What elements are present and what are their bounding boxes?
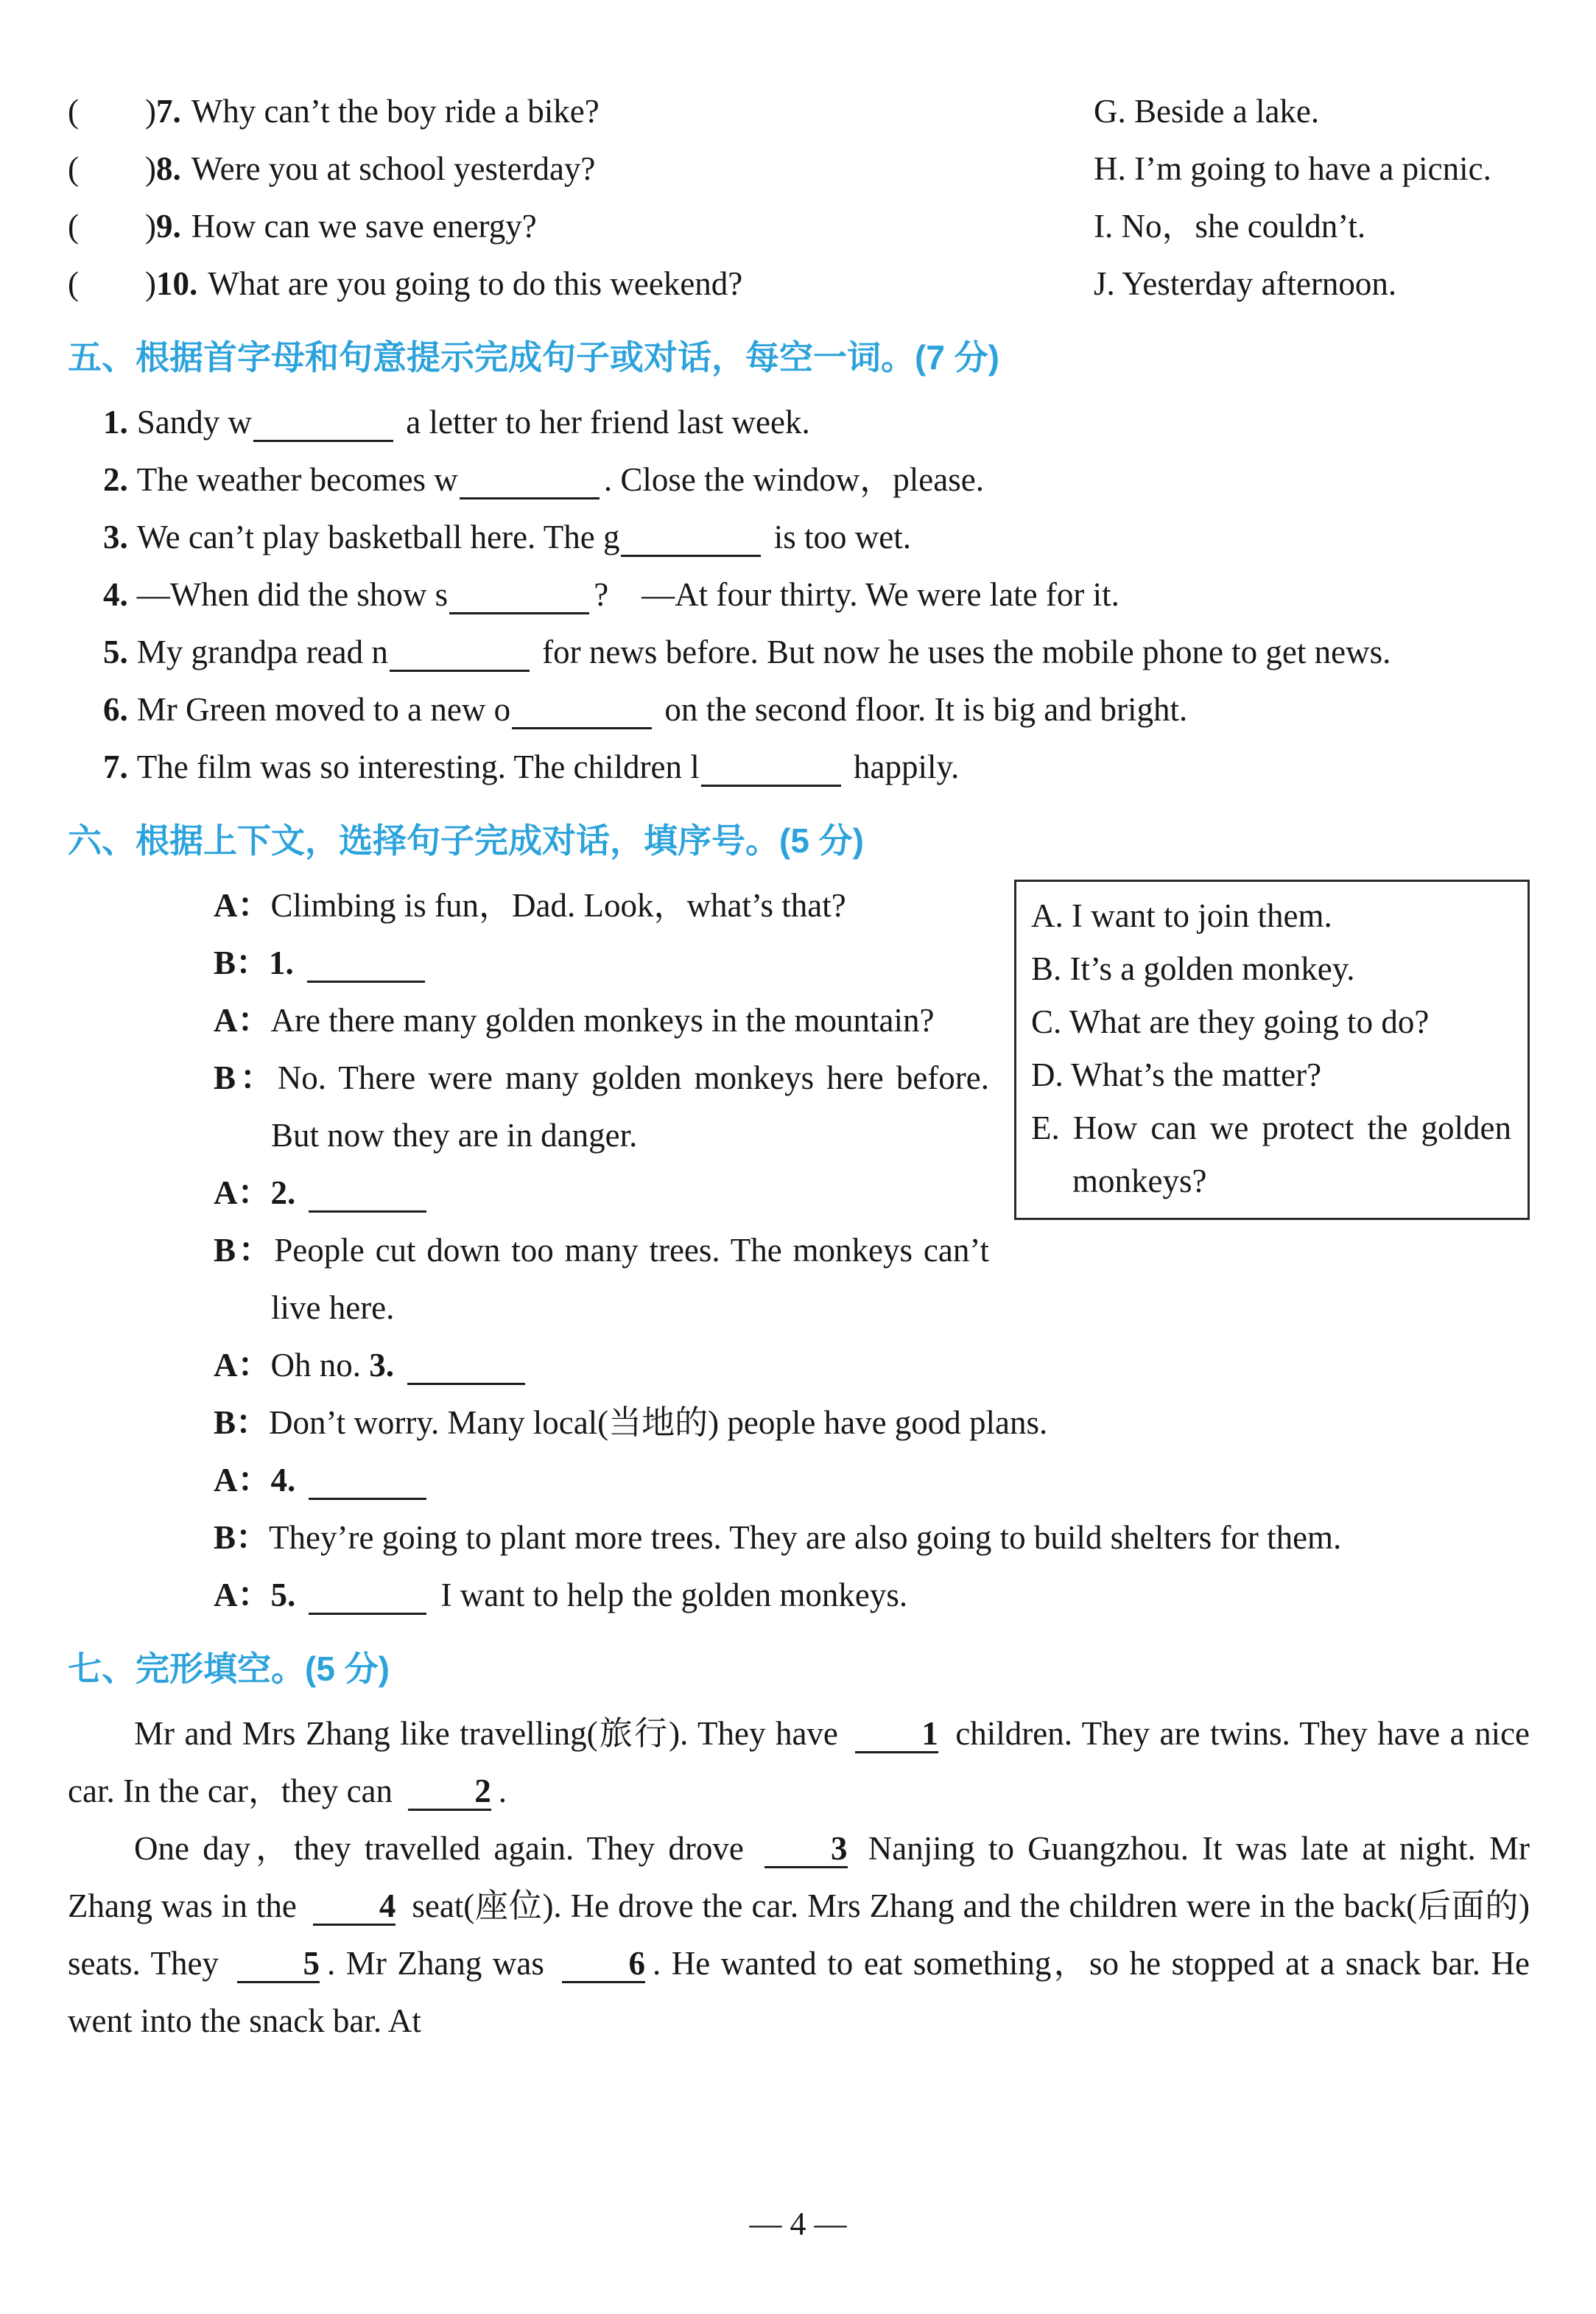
speaker-label: A： <box>214 1174 271 1211</box>
section6-dialogue <box>68 877 1530 1624</box>
question-text: How can we save energy? <box>191 208 537 245</box>
question-number: 8. <box>155 150 181 187</box>
dialogue-text: They’re going to plant more trees. They are also going to build shelters for them. <box>269 1519 1342 1556</box>
item-text-post: on the second floor. It is big and bright. <box>656 691 1188 728</box>
item-number: 2. <box>103 461 128 498</box>
answer-paren: ( ) <box>68 208 156 245</box>
item-text-post: is too wet. <box>765 519 911 555</box>
blank-number: 2. <box>270 1174 296 1211</box>
cloze-blank <box>764 1830 848 1868</box>
blank-number: 5 <box>303 1945 320 1982</box>
speaker-label: B： <box>214 1404 270 1441</box>
question-text: Were you at school yesterday? <box>191 150 596 187</box>
item-text-pre: —When did the show s <box>136 576 449 613</box>
matching-item <box>68 140 1530 197</box>
answer-blank <box>701 747 841 787</box>
item-text-pre: My grandpa read n <box>136 634 388 670</box>
answer-blank <box>309 1575 426 1615</box>
cloze-text: One day，they travelled again. They drove <box>134 1830 744 1867</box>
item-number: 6. <box>103 691 128 728</box>
option-item: B. It’s a golden monkey. <box>1031 950 1355 987</box>
blank-number: 4 <box>379 1887 396 1924</box>
matching-answer: G. Beside a lake. <box>1094 93 1320 130</box>
matching-answer: H. I’m going to have a picnic. <box>1094 150 1491 187</box>
matching-section <box>68 83 1530 312</box>
matching-answer: J. Yesterday afternoon. <box>1094 265 1397 302</box>
dialogue-text: Oh no. <box>270 1347 370 1384</box>
section5-fill-in <box>68 393 1530 796</box>
answer-blank <box>309 1173 426 1213</box>
item-text-pre: The weather becomes w <box>136 461 458 498</box>
answer-blank <box>449 575 589 614</box>
item-number: 4. <box>103 576 128 613</box>
dialogue-text: Climbing is fun，Dad. Look，what’s that? <box>270 887 846 924</box>
dialogue-text: I want to help the golden monkeys. <box>440 1577 908 1613</box>
dialogue-line <box>68 1221 1530 1336</box>
speaker-label: A： <box>214 887 271 924</box>
item-text-post: for news before. But now he uses the mobile phone to get news. <box>533 634 1391 670</box>
answer-blank <box>253 402 393 442</box>
answer-blank <box>407 1345 525 1385</box>
option-item: E. How can we protect the golden monkeys? <box>1031 1109 1511 1199</box>
blank-number: 3. <box>369 1347 394 1384</box>
answer-blank <box>621 517 761 557</box>
blank-number: 1. <box>269 944 294 981</box>
question-text: What are you going to do this weekend? <box>208 265 743 302</box>
fill-item <box>68 451 1530 508</box>
item-text-pre: Sandy w <box>136 404 252 441</box>
answer-blank <box>307 943 425 983</box>
item-text-post: . Close the window，please. <box>603 461 984 498</box>
cloze-text: Mr and Mrs Zhang like travelling(旅行). They have <box>134 1715 838 1752</box>
options-box <box>1014 880 1530 1220</box>
fill-item <box>68 566 1530 623</box>
cloze-blank <box>562 1945 645 1983</box>
blank-number: 5. <box>270 1577 296 1613</box>
item-text-pre: Mr Green moved to a new o <box>136 691 511 728</box>
speaker-label: A： <box>214 1002 271 1039</box>
speaker-label: A： <box>214 1347 271 1384</box>
question-text: Why can’t the boy ride a bike? <box>191 93 600 130</box>
option-item: D. What’s the matter? <box>1031 1056 1322 1093</box>
dialogue-line <box>68 1336 1530 1394</box>
answer-blank <box>460 460 600 499</box>
answer-paren: ( ) <box>68 265 156 302</box>
blank-number: 4. <box>270 1462 296 1498</box>
speaker-label: B： <box>214 1059 278 1096</box>
dialogue-text: Are there many golden monkeys in the mountain? <box>270 1002 935 1039</box>
answer-paren: ( ) <box>68 150 156 187</box>
blank-number: 6 <box>628 1945 645 1982</box>
answer-blank <box>390 632 530 672</box>
section5-heading: 五、根据首字母和句意提示完成句子或对话，每空一词。(7 分) <box>68 338 999 376</box>
cloze-text: seat(座位). He drove the car. Mrs Zhang and the children were in the back(后面的) seats. They <box>68 1887 1530 1982</box>
option-item: C. What are they going to do? <box>1031 1003 1430 1040</box>
speaker-label: B： <box>214 1232 275 1269</box>
answer-blank <box>309 1460 426 1500</box>
matching-question <box>68 197 1094 255</box>
matching-item <box>68 83 1530 140</box>
section7-heading: 七、完形填空。(5 分) <box>68 1649 390 1688</box>
section6-heading: 六、根据上下文，选择句子完成对话，填序号。(5 分) <box>68 821 864 860</box>
item-text-post: happily. <box>845 748 960 785</box>
cloze-blank <box>237 1945 320 1983</box>
speaker-label: A： <box>214 1577 271 1613</box>
matching-answer: I. No，she couldn’t. <box>1094 208 1366 245</box>
cloze-blank <box>313 1887 396 1926</box>
page-number: — 4 — <box>749 2206 847 2242</box>
option-item: A. I want to join them. <box>1031 897 1332 934</box>
dialogue-line <box>68 1451 1530 1509</box>
blank-number: 2 <box>474 1773 491 1809</box>
speaker-label: A： <box>214 1462 271 1498</box>
dialogue-text: No. There were many golden monkeys here before. But now they are in danger. <box>271 1059 990 1154</box>
item-number: 3. <box>103 519 128 555</box>
answer-blank <box>512 690 652 729</box>
fill-item <box>68 681 1530 738</box>
dialogue-text: People cut down too many trees. The monkeys can’t live here. <box>271 1232 989 1326</box>
blank-number: 1 <box>921 1715 938 1752</box>
item-text-post: ? —At four thirty. We were late for it. <box>594 576 1119 613</box>
item-text-post: a letter to her friend last week. <box>398 404 810 441</box>
matching-item <box>68 197 1530 255</box>
item-text-pre: The film was so interesting. The children l <box>136 748 700 785</box>
speaker-label: B： <box>214 1519 270 1556</box>
item-number: 7. <box>103 748 128 785</box>
matching-question <box>68 83 1094 140</box>
cloze-text: Nanjing to Guangzhou. It was late at night. Mr Zhang was in the <box>68 1830 1530 1924</box>
cloze-paragraph <box>68 1820 1530 2050</box>
fill-item <box>68 738 1530 796</box>
cloze-paragraph <box>68 1705 1530 1820</box>
section7-cloze <box>68 1705 1530 2050</box>
question-number: 9. <box>155 208 181 245</box>
cloze-text: . <box>498 1773 507 1809</box>
matching-question <box>68 140 1094 197</box>
question-number: 7. <box>155 93 181 130</box>
item-number: 1. <box>103 404 128 441</box>
fill-item <box>68 508 1530 566</box>
dialogue-line <box>68 1509 1530 1566</box>
dialogue-line <box>68 1394 1530 1451</box>
question-number: 10. <box>155 265 198 302</box>
matching-question <box>68 255 1094 312</box>
fill-item <box>68 393 1530 451</box>
item-text-pre: We can’t play basketball here. The g <box>136 519 620 555</box>
cloze-text: . Mr Zhang was <box>327 1945 544 1982</box>
dialogue-text: Don’t worry. Many local(当地的) people have good plans. <box>269 1404 1048 1441</box>
cloze-text: children. They are twins. They have a nice car. In the car，they can <box>68 1715 1530 1809</box>
cloze-blank <box>408 1773 491 1811</box>
cloze-text: . He wanted to eat something，so he stopped at a snack bar. He went into the snack bar. At <box>68 1945 1530 2039</box>
item-number: 5. <box>103 634 128 670</box>
matching-item <box>68 255 1530 312</box>
cloze-blank <box>855 1715 938 1753</box>
speaker-label: B： <box>214 944 270 981</box>
blank-number: 3 <box>831 1830 848 1867</box>
answer-paren: ( ) <box>68 93 156 130</box>
fill-item <box>68 623 1530 681</box>
dialogue-line <box>68 1566 1530 1624</box>
